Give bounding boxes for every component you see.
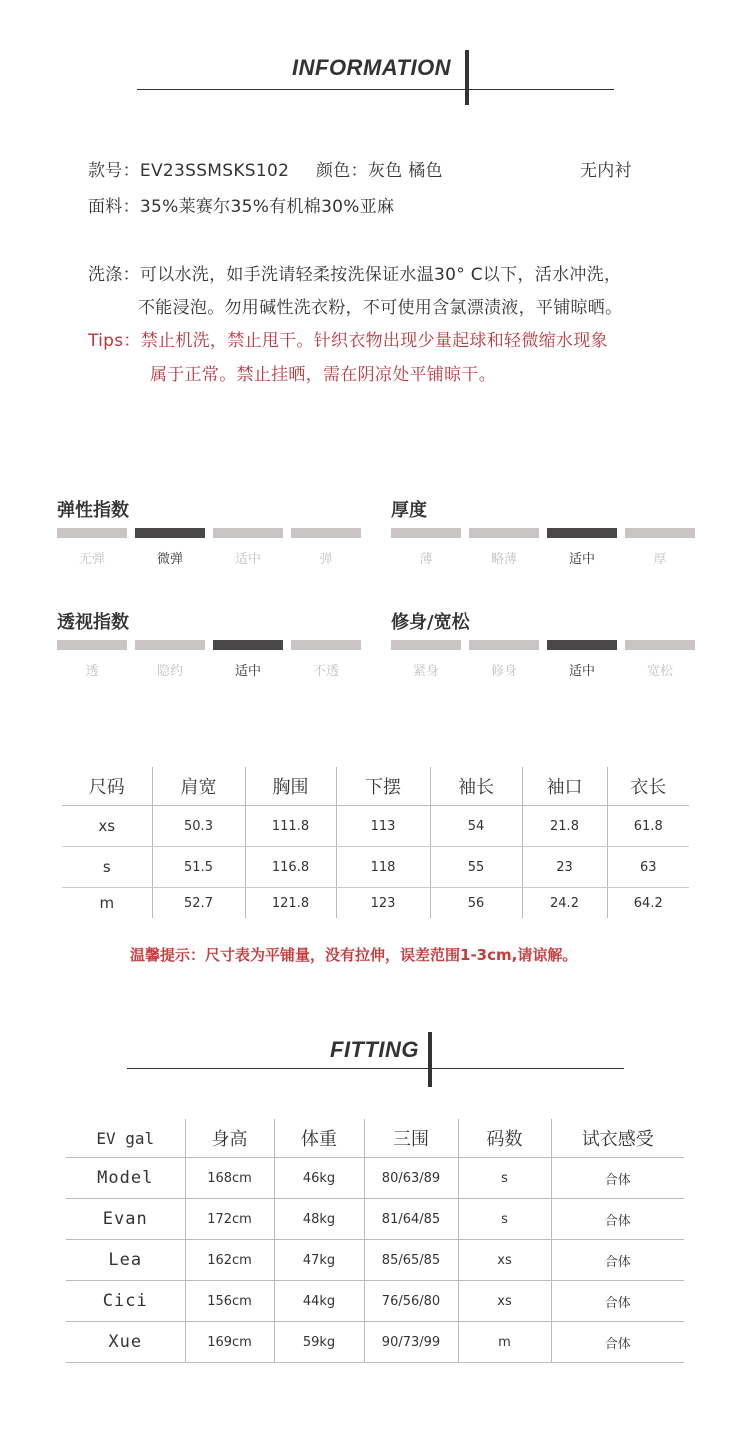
fitting-title: FITTING — [330, 1037, 420, 1062]
table-cell: 81/64/85 — [364, 1199, 458, 1240]
indicator-option-label: 透 — [85, 664, 99, 679]
size-header-cell: 肩宽 — [152, 767, 245, 806]
size-header-cell: 袖口 — [522, 767, 607, 806]
indicator-segment — [291, 528, 361, 538]
table-row — [66, 1240, 684, 1281]
table-cell: 169cm — [185, 1322, 274, 1363]
wash-line-2: 不能浸泡。勿用碱性洗衣粉，不可使用含氯漂渍液，平铺晾晒。 — [138, 298, 623, 318]
table-cell: 85/65/85 — [364, 1240, 458, 1281]
table-cell: 63 — [607, 847, 689, 888]
indicator-segment-selected — [213, 640, 283, 650]
indicator-segment — [391, 528, 461, 538]
size-header-cell: 袖长 — [430, 767, 522, 806]
indicator-option-label: 紧身 — [412, 664, 439, 679]
table-cell: 59kg — [274, 1322, 364, 1363]
table-cell: Cici — [66, 1281, 185, 1322]
table-cell: 合体 — [551, 1240, 684, 1281]
table-cell: 162cm — [185, 1240, 274, 1281]
table-cell: Evan — [66, 1199, 185, 1240]
size-header-cell: 尺码 — [62, 767, 152, 806]
table-cell: xs — [458, 1281, 551, 1322]
indicator-segment — [625, 640, 695, 650]
table-cell: m — [99, 894, 115, 912]
table-cell: 52.7 — [152, 888, 245, 919]
fitting-header-cell: EV gal — [66, 1119, 185, 1158]
size-note: 温馨提示：尺寸表为平铺量，没有拉伸，误差范围1-3cm,请谅解。 — [130, 946, 578, 964]
size-header-cell: 衣长 — [607, 767, 689, 806]
table-cell: 56 — [430, 888, 522, 919]
table-cell: 116.8 — [245, 847, 336, 888]
fabric-info: 面料：35%莱赛尔35%有机棉30%亚麻 — [88, 197, 395, 217]
indicator-segment — [469, 528, 539, 538]
table-cell: 51.5 — [152, 847, 245, 888]
fitting-divider — [127, 1068, 624, 1069]
table-cell: 55 — [430, 847, 522, 888]
indicator-title: 透视指数 — [57, 612, 129, 633]
lining-info: 无内衬 — [580, 161, 632, 181]
table-cell: Lea — [66, 1240, 185, 1281]
table-cell: 168cm — [185, 1158, 274, 1199]
table-cell: 64.2 — [607, 888, 689, 919]
fitting-accent-bar — [428, 1032, 432, 1087]
table-row — [66, 1322, 684, 1363]
size-header-cell: 胸围 — [245, 767, 336, 806]
table-row — [66, 1281, 684, 1322]
table-cell: 46kg — [274, 1158, 364, 1199]
information-accent-bar — [465, 50, 469, 105]
table-cell: s — [62, 847, 152, 888]
table-cell: 121.8 — [245, 888, 336, 919]
table-cell: Model — [66, 1158, 185, 1199]
table-cell: s — [458, 1199, 551, 1240]
indicator-title: 弹性指数 — [57, 500, 129, 521]
table-cell: 合体 — [551, 1322, 684, 1363]
size-header-cell: 下摆 — [336, 767, 430, 806]
table-cell: 61.8 — [607, 806, 689, 847]
table-row — [62, 847, 689, 888]
indicator-option-label: 宽松 — [646, 664, 673, 679]
indicator-segment-selected — [135, 528, 205, 538]
wash-line-1: 洗涤：可以水洗，如手洗请轻柔按洗保证水温30° C以下，活水冲洗， — [88, 265, 622, 285]
indicator-option-label: 微弹 — [156, 552, 183, 567]
table-cell: 80/63/89 — [364, 1158, 458, 1199]
indicator-option-label: 无弹 — [78, 552, 105, 567]
indicator-segment — [57, 528, 127, 538]
table-cell: 90/73/99 — [364, 1322, 458, 1363]
indicator-segment — [57, 640, 127, 650]
table-cell: 76/56/80 — [364, 1281, 458, 1322]
table-cell: m — [458, 1322, 551, 1363]
color-info: 颜色：灰色 橘色 — [316, 161, 443, 181]
indicator-option-label: 薄 — [419, 552, 433, 567]
table-row — [66, 1158, 684, 1199]
indicator-segment — [625, 528, 695, 538]
fitting-table-header — [66, 1119, 684, 1158]
table-cell: 113 — [336, 806, 430, 847]
table-cell: 50.3 — [152, 806, 245, 847]
table-cell: 合体 — [551, 1281, 684, 1322]
tips-line-2: 属于正常。禁止挂晒，需在阴凉处平铺晾干。 — [150, 365, 496, 385]
indicator-segment — [291, 640, 361, 650]
fitting-header-cell: 码数 — [458, 1119, 551, 1158]
fitting-header-cell: 试衣感受 — [551, 1119, 684, 1158]
indicator-segment — [469, 640, 539, 650]
indicator-segment — [391, 640, 461, 650]
table-cell: 172cm — [185, 1199, 274, 1240]
table-cell: Xue — [66, 1322, 185, 1363]
fitting-header-cell: 三围 — [364, 1119, 458, 1158]
table-cell: 47kg — [274, 1240, 364, 1281]
style-number: 款号：EV23SSMSKS102 — [88, 161, 290, 181]
information-title: INFORMATION — [292, 55, 452, 80]
tips-line-1: Tips：禁止机洗，禁止甩干。针织衣物出现少量起球和轻微缩水现象 — [88, 331, 608, 351]
indicator-option-label: 隐约 — [156, 664, 183, 679]
table-row — [62, 806, 689, 847]
table-cell: xs — [458, 1240, 551, 1281]
indicator-option-label: 适中 — [568, 664, 595, 679]
table-cell: 合体 — [551, 1199, 684, 1240]
fitting-header-cell: 体重 — [274, 1119, 364, 1158]
table-cell: 111.8 — [245, 806, 336, 847]
indicator-option-label: 适中 — [568, 552, 595, 567]
indicator-segment-selected — [547, 528, 617, 538]
indicator-segment — [135, 640, 205, 650]
table-cell: 118 — [336, 847, 430, 888]
table-row — [62, 888, 689, 919]
indicator-title: 厚度 — [391, 500, 427, 521]
table-cell: 156cm — [185, 1281, 274, 1322]
indicator-option-label: 厚 — [653, 552, 667, 567]
size-table — [62, 767, 689, 918]
table-cell: 44kg — [274, 1281, 364, 1322]
table-cell: s — [458, 1158, 551, 1199]
indicator-segment — [213, 528, 283, 538]
indicator-option-label: 修身 — [490, 664, 517, 679]
size-table-header — [62, 767, 689, 806]
indicator-option-label: 适中 — [234, 664, 261, 679]
table-cell: 合体 — [551, 1158, 684, 1199]
table-cell: 54 — [430, 806, 522, 847]
indicator-option-label: 略薄 — [490, 552, 517, 567]
table-cell: 23 — [522, 847, 607, 888]
indicator-option-label: 弹 — [319, 552, 333, 567]
table-cell: 48kg — [274, 1199, 364, 1240]
fitting-header-cell: 身高 — [185, 1119, 274, 1158]
table-cell: 21.8 — [522, 806, 607, 847]
fitting-table — [66, 1119, 684, 1363]
table-cell: 123 — [336, 888, 430, 919]
indicator-option-label: 不透 — [312, 664, 339, 679]
indicator-title: 修身/宽松 — [391, 612, 470, 633]
table-row — [66, 1199, 684, 1240]
indicator-option-label: 适中 — [234, 552, 261, 567]
information-divider — [137, 89, 614, 90]
table-cell: xs — [62, 806, 152, 847]
indicator-segment-selected — [547, 640, 617, 650]
table-cell: 24.2 — [522, 888, 607, 919]
